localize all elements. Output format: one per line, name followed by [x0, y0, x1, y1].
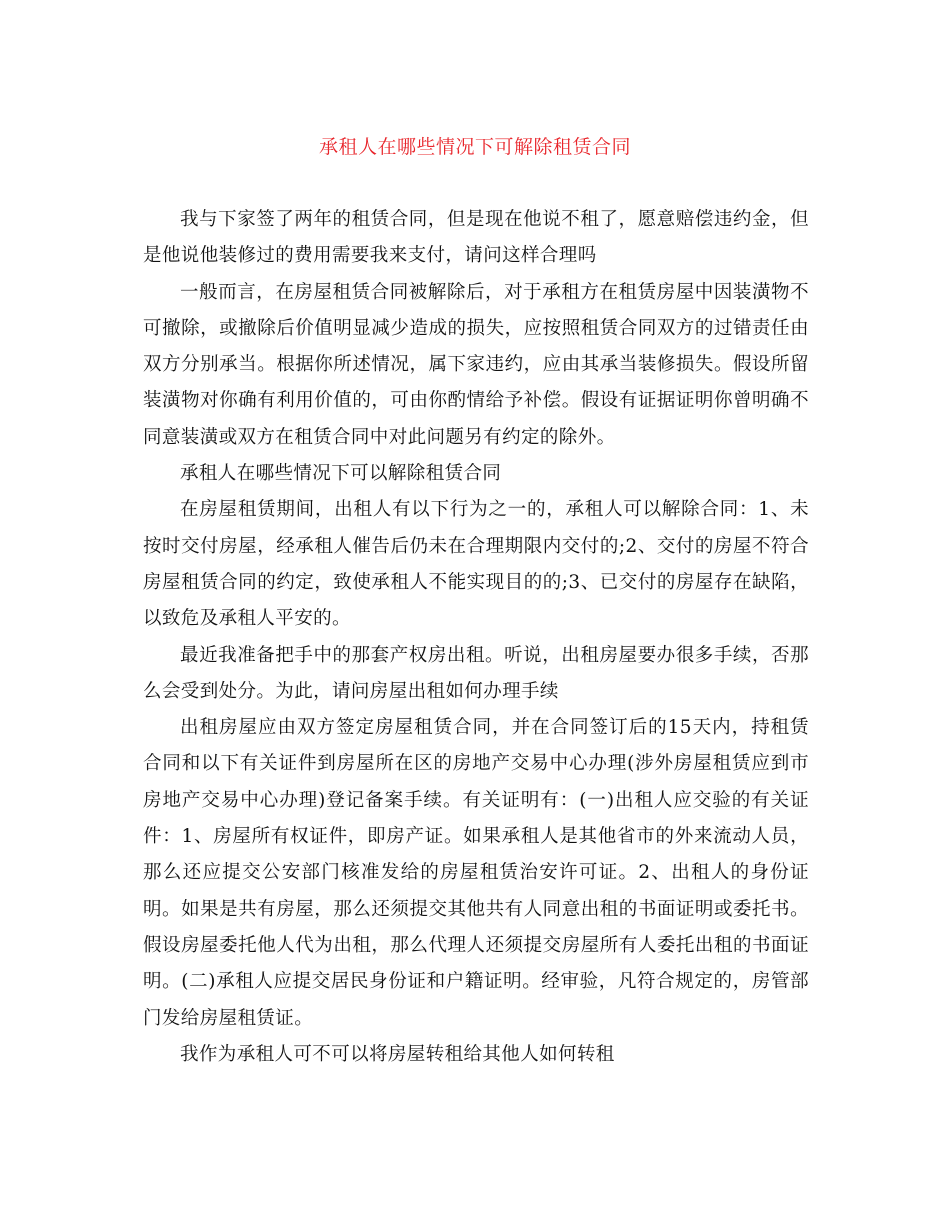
- document-body: [143, 202, 809, 1073]
- paragraph-question-1: 我与下家签了两年的租赁合同，但是现在他说不租了，愿意赔偿违约金，但是他说他装修过的费用需要我来支付，请问这样合理吗: [143, 209, 809, 267]
- paragraph-heading-2: 承租人在哪些情况下可以解除租赁合同: [180, 463, 502, 485]
- paragraph-question-4: 我作为承租人可不可以将房屋转租给其他人如何转租: [180, 1043, 615, 1065]
- paragraph-answer-1: 一般而言，在房屋租赁合同被解除后，对于承租方在租赁房屋中因装潢物不可撤除，或撤除后价值明显减少造成的损失，应按照租赁合同双方的过错责任由双方分别承当。根据你所述情况，属下家违约，应由其承当装修损失。假设所留装潢物对你确有利用价值的，可由你酌情给予补偿。假设有证据证明你曾明确不同意装潢或双方在租赁合同中对此问题另有约定的除外。: [143, 281, 809, 448]
- paragraph-question-3: 最近我准备把手中的那套产权房出租。听说，出租房屋要办很多手续，否那么会受到处分。为此，请问房屋出租如何办理手续: [143, 644, 809, 702]
- document-title: 承租人在哪些情况下可解除租赁合同: [318, 136, 631, 158]
- paragraph-answer-3: 出租房屋应由双方签定房屋租赁合同，并在合同签订后的15天内，持租赁合同和以下有关证件到房屋所在区的房地产交易中心办理(涉外房屋租赁应到市房地产交易中心办理)登记备案手续。有关证明有：(一)出租人应交验的有关证件：1、房屋所有权证件，即房产证。如果承租人是其他省市的外来流动人员，那么还应提交公安部门核准发给的房屋租赁治安许可证。2、出租人的身份证明。如果是共有房屋，那么还须提交其他共有人同意出租的书面证明或委托书。假设房屋委托他人代为出租，那么代理人还须提交房屋所有人委托出租的书面证明。(二)承租人应提交居民身份证和户籍证明。经审验，凡符合规定的，房管部门发给房屋租赁证。: [143, 717, 809, 1029]
- paragraph-answer-2: 在房屋租赁期间，出租人有以下行为之一的，承租人可以解除合同：1、未按时交付房屋，经承租人催告后仍未在合理期限内交付的;2、交付的房屋不符合房屋租赁合同的约定，致使承租人不能实现目的的;3、已交付的房屋存在缺陷，以致危及承租人平安的。: [143, 499, 809, 630]
